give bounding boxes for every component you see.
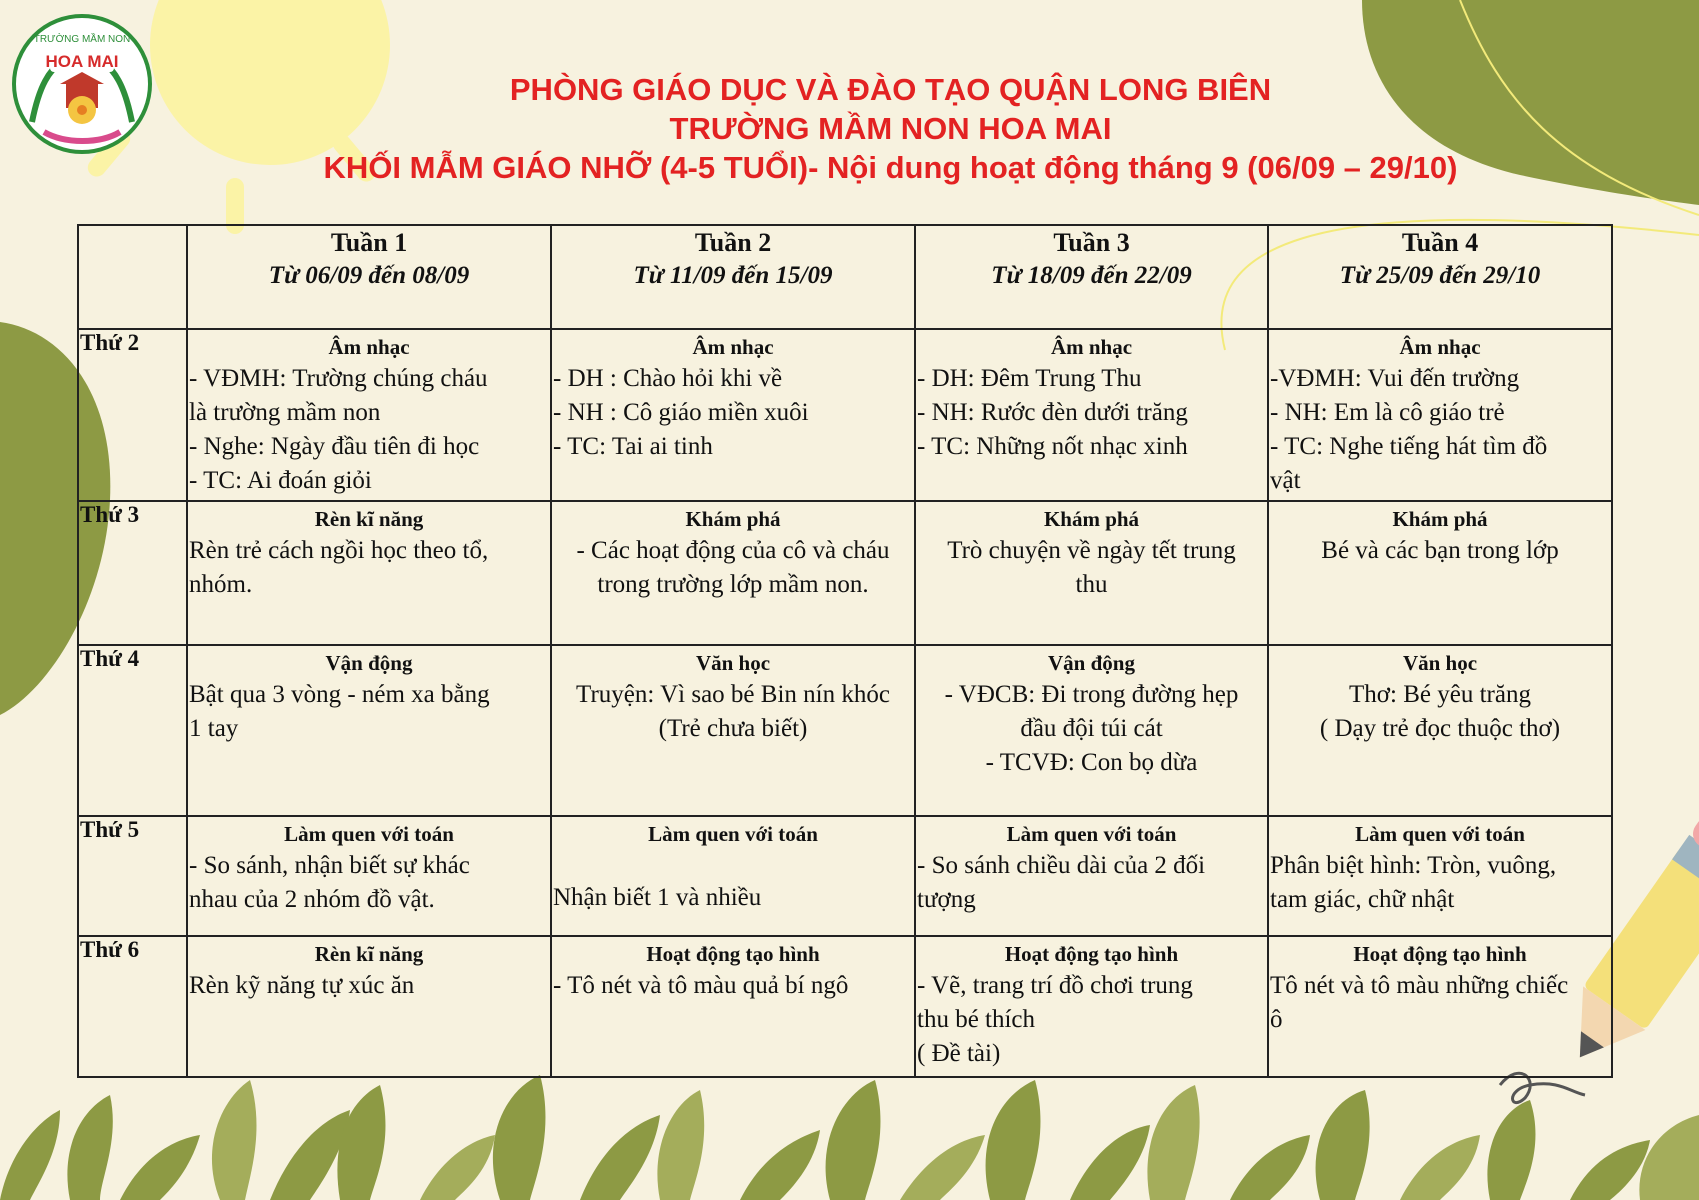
activity-line: Rèn trẻ cách ngồi học theo tổ,: [189, 536, 489, 564]
subject-title: Văn học: [1402, 650, 1478, 675]
header-line-2: TRƯỜNG MẦM NON HOA MAI: [669, 111, 1112, 146]
activity-line: là trường mầm non: [189, 399, 381, 427]
logo-text-main: HOA MAI: [45, 52, 119, 71]
activity-cell: [915, 645, 1268, 816]
activity-line: thu bé thích: [917, 1005, 1036, 1033]
day-label: Thứ 4: [78, 645, 187, 816]
table-row: [78, 329, 1612, 500]
day-label: Thứ 6: [78, 936, 187, 1077]
header-line-3: KHỐI MẪM GIÁO NHỠ (4-5 TUỔI)- Nội dung hoạt động tháng 9 (06/09 – 29/10): [323, 150, 1458, 185]
table-row: [78, 936, 1612, 1077]
week-header: [187, 225, 551, 329]
week-range: Từ 25/09 đến 29/10: [1339, 262, 1541, 289]
activity-line: thu: [1075, 570, 1108, 598]
activity-line: - DH: Đêm Trung Thu: [917, 365, 1142, 393]
activity-cell: [915, 329, 1268, 500]
activity-line: ( Dạy trẻ đọc thuộc thơ): [1319, 714, 1561, 742]
activity-cell: [187, 645, 551, 816]
week-range: Từ 11/09 đến 15/09: [633, 262, 833, 289]
subject-title: Âm nhạc: [1050, 335, 1133, 360]
week-title: Tuần 4: [1401, 228, 1479, 257]
day-label: Thứ 5: [78, 816, 187, 935]
activity-line: tượng: [917, 886, 976, 914]
activity-line: Trò chuyện về ngày tết trung: [947, 536, 1236, 564]
table-row: [78, 501, 1612, 645]
activity-cell: [1268, 816, 1612, 935]
activity-cell: [915, 816, 1268, 935]
activity-cell: [915, 936, 1268, 1077]
table-header-row: [78, 225, 1612, 329]
table-row: [78, 816, 1612, 935]
activity-cell: [187, 329, 551, 500]
activity-line: - Nghe: Ngày đầu tiên đi học: [189, 433, 480, 461]
activity-line: tam giác, chữ nhật: [1270, 886, 1455, 914]
activity-line: - VĐMH: Trường chúng cháu: [189, 365, 488, 393]
subject-title: Âm nhạc: [1399, 335, 1481, 360]
activity-line: - NH: Rước đèn dưới trăng: [917, 399, 1188, 427]
subject-title: Khám phá: [1392, 506, 1488, 531]
activity-line: - VĐCB: Đi trong đường hẹp: [944, 680, 1239, 708]
activity-line: - Các hoạt động của cô và cháu: [576, 536, 890, 564]
activity-line: ô: [1270, 1005, 1283, 1033]
activity-line: - Vẽ, trang trí đồ chơi trung: [917, 971, 1193, 999]
activity-line: - NH: Em là cô giáo trẻ: [1270, 399, 1505, 427]
day-label: Thứ 3: [78, 501, 187, 645]
header-line-1: PHÒNG GIÁO DỤC VÀ ĐÀO TẠO QUẬN LONG BIÊN: [509, 72, 1272, 107]
activity-line: Bật qua 3 vòng - ném xa bằng: [189, 680, 490, 708]
subject-title: Làm quen với toán: [1355, 822, 1525, 847]
subject-title: Làm quen với toán: [1006, 822, 1177, 847]
activity-line: - DH : Chào hỏi khi về: [553, 365, 783, 393]
activity-line: Truyện: Vì sao bé Bin nín khóc: [576, 680, 890, 708]
activity-line: Rèn kỹ năng tự xúc ăn: [189, 971, 415, 999]
activity-line: Bé và các bạn trong lớp: [1321, 536, 1559, 564]
activity-line: nhau của 2 nhóm đồ vật.: [189, 886, 435, 914]
activity-line: -VĐMH: Vui đến trường: [1270, 365, 1520, 393]
week-title: Tuần 1: [330, 228, 408, 257]
subject-title: Hoạt động tạo hình: [1004, 941, 1179, 966]
page-header: [0, 70, 1699, 187]
activity-line: - So sánh, nhận biết sự khác: [189, 852, 470, 880]
activity-cell: [187, 816, 551, 935]
subject-title: Rèn kĩ năng: [314, 941, 424, 966]
day-label: Thứ 2: [78, 329, 187, 500]
activity-line: - So sánh chiều dài của 2 đối: [917, 852, 1206, 880]
subject-title: Khám phá: [685, 506, 781, 531]
activity-line: - Tô nét và tô màu quả bí ngô: [553, 971, 849, 999]
subject-title: Làm quen với toán: [284, 822, 454, 847]
activity-cell: [1268, 329, 1612, 500]
activity-line: nhóm.: [189, 570, 253, 598]
activity-cell: [1268, 501, 1612, 645]
activity-cell: [915, 501, 1268, 645]
activity-line: Tô nét và tô màu những chiếc: [1270, 971, 1569, 999]
corner-cell: [78, 225, 187, 329]
subject-title: Hoạt động tạo hình: [646, 941, 820, 966]
activity-line: Nhận biết 1 và nhiều: [553, 884, 762, 912]
activity-line: ( Đề tài): [917, 1039, 1001, 1067]
activity-line: - TC: Nghe tiếng hát tìm đồ: [1270, 433, 1548, 461]
activity-cell: [551, 329, 915, 500]
week-header: [1268, 225, 1612, 329]
subject-title: Rèn kĩ năng: [314, 506, 424, 531]
subject-title: Hoạt động tạo hình: [1353, 941, 1527, 966]
week-range: Từ 06/09 đến 08/09: [268, 262, 470, 289]
activity-cell: [551, 645, 915, 816]
subject-title: Vận động: [325, 650, 413, 675]
activity-cell: [187, 501, 551, 645]
activity-cell: [551, 816, 915, 935]
activity-line: Phân biệt hình: Tròn, vuông,: [1270, 852, 1557, 880]
schedule-table: [77, 224, 1613, 1078]
subject-title: Âm nhạc: [692, 335, 774, 360]
activity-line: vật: [1270, 467, 1301, 495]
activity-line: - NH : Cô giáo miền xuôi: [553, 399, 809, 427]
subject-title: Khám phá: [1043, 506, 1140, 531]
activity-cell: [1268, 936, 1612, 1077]
subject-title: Âm nhạc: [328, 335, 410, 360]
week-title: Tuần 2: [694, 228, 772, 257]
week-title: Tuần 3: [1053, 228, 1130, 257]
activity-cell: [551, 936, 915, 1077]
subject-title: Vận động: [1048, 650, 1135, 675]
activity-line: (Trẻ chưa biết): [658, 714, 808, 742]
activity-line: 1 tay: [189, 714, 239, 742]
activity-cell: [1268, 645, 1612, 816]
subject-title: Làm quen với toán: [648, 822, 818, 847]
activity-line: trong trường lớp mầm non.: [597, 570, 869, 598]
leaves-bottom: [0, 1075, 1699, 1200]
activity-line: - TCVĐ: Con bọ dừa: [985, 748, 1198, 776]
subject-title: Văn học: [695, 650, 771, 675]
activity-cell: [187, 936, 551, 1077]
activity-line: - TC: Tai ai tinh: [553, 433, 713, 461]
table-row: [78, 645, 1612, 816]
activity-line: Thơ: Bé yêu trăng: [1349, 680, 1531, 708]
activity-line: đầu đội túi cát: [1020, 714, 1163, 742]
week-header: [551, 225, 915, 329]
activity-line: - TC: Ai đoán giỏi: [189, 467, 372, 495]
logo-text-top: TRƯỜNG MẦM NON: [33, 34, 131, 45]
week-header: [915, 225, 1268, 329]
activity-cell: [551, 501, 915, 645]
week-range: Từ 18/09 đến 22/09: [991, 262, 1192, 289]
activity-line: - TC: Những nốt nhạc xinh: [917, 433, 1188, 461]
